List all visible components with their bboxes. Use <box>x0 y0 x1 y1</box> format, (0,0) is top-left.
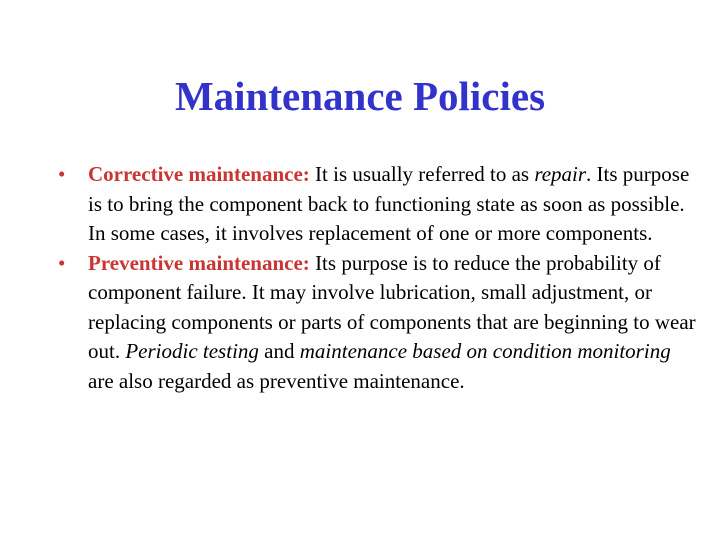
bullet-text: and <box>258 339 300 363</box>
bullet-emphasis: maintenance based on condition monitoring <box>299 339 671 363</box>
bullet-preventive-maintenance <box>58 249 698 397</box>
bullet-text: are also regarded as preventive maintenance. <box>88 368 465 393</box>
bullet-icon: • <box>58 162 66 186</box>
bullet-text: It is usually referred to as <box>309 162 535 186</box>
bullet-corrective-maintenance <box>58 160 698 249</box>
bullet-text: . Its purpose is to bring the component back to functioning state as soon as possible. In some cases, it involves replacement of one or more components. <box>88 162 690 245</box>
bullet-list <box>58 160 698 396</box>
term-preventive-maintenance: Preventive maintenance: <box>88 250 310 275</box>
bullet-text: Its purpose is to reduce the probability of component failure. It may involve lubrication, small adjustment, or replacing components or parts of components that are beginning to wear out. <box>88 250 696 363</box>
bullet-icon: • <box>58 250 66 275</box>
bullet-emphasis: repair <box>534 162 587 186</box>
term-corrective-maintenance: Corrective maintenance: <box>88 162 310 186</box>
bullet-emphasis: Periodic testing <box>125 339 259 363</box>
slide-title: Maintenance Policies <box>174 73 546 119</box>
